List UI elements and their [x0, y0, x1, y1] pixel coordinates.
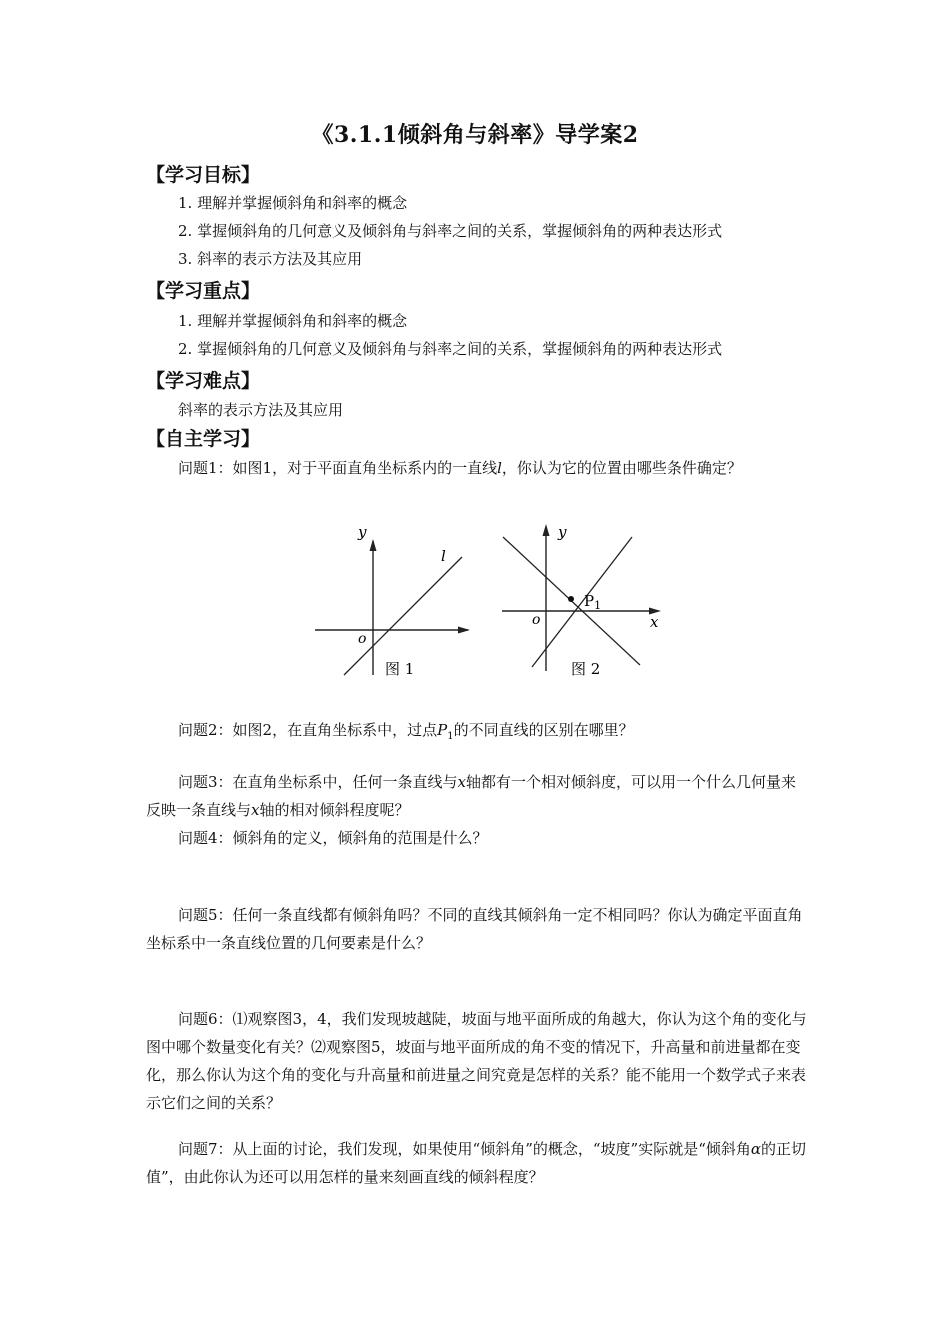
- page-title: 《3.1.1倾斜角与斜率》导学案2: [311, 122, 639, 148]
- question-5: 问题5：任何一条直线都有倾斜角吗？不同的直线其倾斜角一定不相同吗？你认为确定平面直角坐标系中一条直线位置的几何要素是什么？: [146, 906, 803, 952]
- fig2-y-label: y: [558, 523, 567, 541]
- question-7: 问题7：从上面的讨论，我们发现，如果使用“倾斜角”的概念，“坡度”实际就是“倾斜角α的正切值”，由此你认为还可以用怎样的量来刻画直线的倾斜程度？: [146, 1140, 807, 1186]
- figures: [300, 515, 680, 685]
- key-point-item: 1. 理解并掌握倾斜角和斜率的概念: [178, 312, 408, 330]
- objective-item: 2. 掌握倾斜角的几何意义及倾斜角与斜率之间的关系，掌握倾斜角的两种表达形式: [178, 222, 723, 240]
- heading-self-study: 【自主学习】: [146, 428, 261, 450]
- heading-difficulties: 【学习难点】: [146, 370, 261, 392]
- fig1-origin-label: o: [358, 631, 367, 647]
- heading-objectives: 【学习目标】: [146, 164, 261, 186]
- question-2: 问题2：如图2，在直角坐标系中，过点$P_1$的不同直线的区别在哪里？: [178, 721, 634, 742]
- fig2-caption: 图 2: [571, 660, 601, 678]
- fig2-origin-label: o: [532, 612, 541, 628]
- objective-item: 3. 斜率的表示方法及其应用: [178, 250, 363, 268]
- fig1-y-label: y: [358, 523, 367, 541]
- key-point-item: 2. 掌握倾斜角的几何意义及倾斜角与斜率之间的关系，掌握倾斜角的两种表达形式: [178, 340, 723, 358]
- objective-item: 1. 理解并掌握倾斜角和斜率的概念: [178, 194, 408, 212]
- fig2-point-label: $P_1$: [584, 592, 602, 612]
- question-6: 问题6：⑴观察图3，4，我们发现坡越陡，坡面与地平面所成的角越大，你认为这个角的变化与图中哪个数量变化有关？⑵观察图5，坡面与地平面所成的角不变的情况下，升高量和前进量都在变化，那么你认为这个角的变化与升高量和前进量之间究竟是怎样的关系？能不能用一个数学式子来表示它们之间的关系？: [146, 1010, 807, 1112]
- fig2-x-label: x: [650, 613, 659, 631]
- figure-1: [315, 523, 470, 678]
- figure-2: [502, 523, 661, 678]
- question-4: 问题4：倾斜角的定义，倾斜角的范围是什么？: [178, 829, 488, 847]
- question-3: 问题3：在直角坐标系中，任何一条直线与x轴都有一个相对倾斜度，可以用一个什么几何量来反映一条直线与x轴的相对倾斜程度呢？: [146, 773, 797, 819]
- difficulty-item: 斜率的表示方法及其应用: [178, 401, 344, 419]
- heading-key-points: 【学习重点】: [146, 280, 261, 302]
- fig1-caption: 图 1: [385, 660, 415, 678]
- question-1: 问题1：如图1，对于平面直角坐标系内的一直线l，你认为它的位置由哪些条件确定？: [178, 459, 742, 477]
- fig1-line-label: l: [441, 547, 446, 565]
